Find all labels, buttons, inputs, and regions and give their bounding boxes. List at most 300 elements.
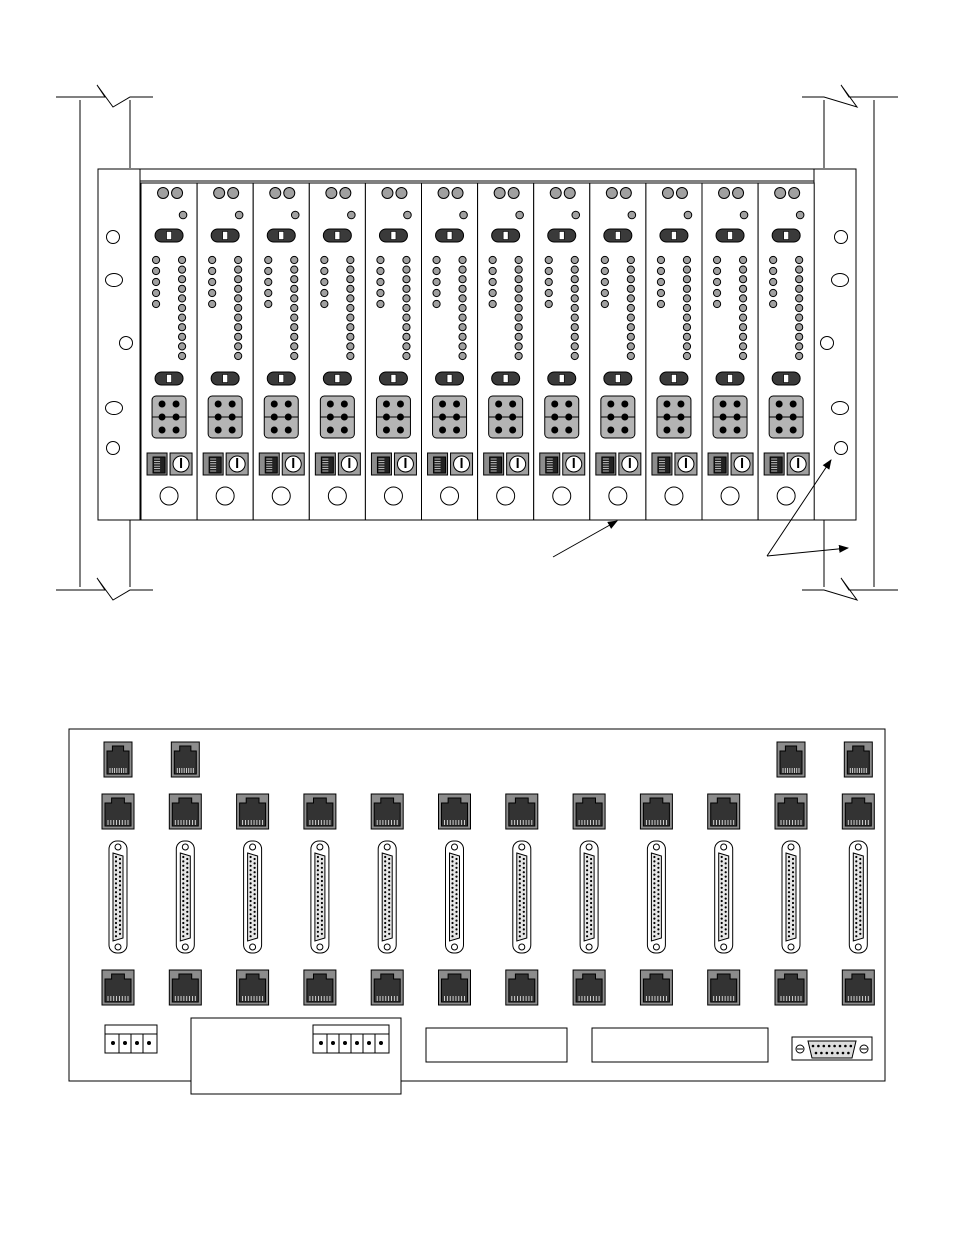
db15-pin [823,1045,826,1048]
block-pin [271,401,278,408]
db-pin [653,926,655,928]
db-pin [451,856,453,858]
level-led-left [433,267,440,274]
level-led-left [657,300,664,307]
block-pin [565,401,572,408]
db-pin [586,900,588,902]
db-pin [115,856,117,858]
db-face [382,853,392,941]
db-pin [586,856,588,858]
lower-rj-jack [237,970,269,1005]
db-pin [586,882,588,884]
level-led-left [152,300,159,307]
level-led-right [739,352,746,359]
level-led-left [713,267,720,274]
terminal-block-6pin [313,1025,389,1053]
block-pin [509,427,516,434]
level-led-left [601,256,608,263]
db-pin [523,858,525,860]
level-led-right [515,295,522,302]
lower-rj-jack [640,970,672,1005]
db-pin [653,904,655,906]
db-pin [792,884,794,886]
db-pin [115,874,117,876]
db-pin [519,878,521,880]
db-pin [725,889,727,891]
level-led-right [739,295,746,302]
top-led [284,188,295,199]
db-pin [384,913,386,915]
db-pin [859,867,861,869]
db-pin [250,869,252,871]
top-led [438,188,449,199]
switch-lever [559,375,564,383]
db-pin [590,911,592,913]
db-pin [725,876,727,878]
db-pin [519,882,521,884]
level-led-right [796,304,803,311]
top-led [564,188,575,199]
level-led-right [683,276,690,283]
db-pin [725,867,727,869]
db-pin [590,893,592,895]
db-pin [388,876,390,878]
db-pin [254,893,256,895]
db-screw [653,944,659,950]
db-pin [788,874,790,876]
block-pin [720,401,727,408]
upper-rj-jack [842,794,874,829]
block-pin [790,427,797,434]
block-pin [439,427,446,434]
card-4 [309,183,365,520]
db-face [517,853,527,941]
db-pin [451,904,453,906]
db-pin [590,867,592,869]
lower-rj-jack [371,970,403,1005]
top-led [214,188,225,199]
level-led-left [265,289,272,296]
status-led [404,211,412,219]
db-pin [317,904,319,906]
db-pin [653,882,655,884]
db-connector [715,841,733,953]
db-pin [721,926,723,928]
level-led-left [770,278,777,285]
db-pin [388,889,390,891]
level-led-left [545,289,552,296]
block-pin [383,427,390,434]
db-pin [855,882,857,884]
db15-pin [850,1045,853,1048]
db-pin [523,889,525,891]
db-pin [859,884,861,886]
level-led-left [377,256,384,263]
block-pin [453,401,460,408]
db-pin [657,906,659,908]
db-pin [384,865,386,867]
block-pin [285,401,292,408]
db-pin [788,856,790,858]
db-pin [855,860,857,862]
switch-lever [728,375,733,383]
db-pin [451,865,453,867]
card-3 [253,183,309,520]
level-led-right [515,352,522,359]
switch-lever [447,232,452,240]
db-pin [186,880,188,882]
db-connector [109,841,127,953]
db-pin [186,871,188,873]
status-led [516,211,524,219]
level-led-right [739,324,746,331]
level-led-right [235,314,242,321]
level-led-left [152,267,159,274]
db-pin [788,900,790,902]
top-led [172,188,183,199]
status-led [235,211,243,219]
db-pin [590,858,592,860]
level-led-right [291,352,298,359]
switch-lever [559,232,564,240]
block-pin [397,427,404,434]
switch-lever [223,375,228,383]
db-pin [254,889,256,891]
level-led-right [627,285,634,292]
level-led-left [489,267,496,274]
db-pin [182,882,184,884]
db-pin [388,928,390,930]
db-pin [519,874,521,876]
level-led-right [683,343,690,350]
upper-rj-jack [640,794,672,829]
level-led-right [515,285,522,292]
db-pin [721,931,723,933]
level-led-right [796,333,803,340]
level-led-left [377,267,384,274]
block-pin [495,401,502,408]
level-led-right [571,256,578,263]
db-pin [182,931,184,933]
db-pin [653,918,655,920]
top-led [662,188,673,199]
block-pin [720,427,727,434]
db-pin [519,865,521,867]
level-led-left [657,267,664,274]
level-led-left [657,289,664,296]
level-led-right [627,256,634,263]
db-pin [321,911,323,913]
db-pin [182,913,184,915]
db-pin [657,911,659,913]
db-pin [859,893,861,895]
db-pin [119,876,121,878]
db15-pin [812,1045,815,1048]
upper-rj-jack [102,794,134,829]
level-led-right [571,343,578,350]
upper-rj-jack [573,794,605,829]
db-face [315,853,325,941]
level-led-left [545,267,552,274]
level-led-right [178,324,185,331]
terminal-pin [343,1041,347,1045]
ear-plate [98,169,140,520]
db-pin [455,933,457,935]
db-pin [788,869,790,871]
db-pin [115,931,117,933]
db-pin [653,900,655,902]
db-pin [250,860,252,862]
block-pin [215,401,222,408]
db-pin [388,898,390,900]
switch-lever [223,232,228,240]
level-led-right [291,343,298,350]
db-pin [792,911,794,913]
db-pin [119,911,121,913]
db-pin [725,858,727,860]
db-pin [388,911,390,913]
switch-lever [167,232,172,240]
db-pin [317,878,319,880]
db-pin [388,880,390,882]
level-led-right [571,276,578,283]
mounting-ear-right [814,169,856,520]
db-pin [859,928,861,930]
db-pin [182,856,184,858]
db-pin [186,867,188,869]
top-led [789,188,800,199]
switch-lever [447,375,452,383]
db-screw [317,844,323,850]
db-pin [384,900,386,902]
top-led [270,188,281,199]
db-pin [788,918,790,920]
db-pin [321,876,323,878]
db-pin [653,935,655,937]
db-pin [115,865,117,867]
level-led-right [178,333,185,340]
level-led-left [152,289,159,296]
db-pin [388,893,390,895]
db-pin [657,862,659,864]
level-led-right [515,324,522,331]
db-pin [792,902,794,904]
level-led-right [291,285,298,292]
db-pin [855,913,857,915]
level-led-left [713,289,720,296]
db-pin [523,871,525,873]
level-led-left [489,289,496,296]
db-pin [455,862,457,864]
status-led [684,211,692,219]
db-connector [378,841,396,953]
level-led-right [459,256,466,263]
level-led-right [178,295,185,302]
db-pin [586,878,588,880]
db-pin [317,900,319,902]
level-led-right [571,324,578,331]
level-led-left [265,267,272,274]
block-pin [677,401,684,408]
db-pin [119,862,121,864]
db-pin [384,926,386,928]
db-screw [384,844,390,850]
lower-rj-jack [775,970,807,1005]
db-pin [523,902,525,904]
card-7 [478,183,534,520]
level-led-right [403,266,410,273]
rail-break-bottom [802,578,898,600]
db-pin [321,880,323,882]
level-led-right [459,343,466,350]
upper-rj-jack [708,794,740,829]
db-pin [186,862,188,864]
db-pin [451,931,453,933]
db-screw [721,944,727,950]
db-pin [657,884,659,886]
db-pin [115,891,117,893]
rail-break-top [56,85,153,107]
level-led-left [209,256,216,263]
db-pin [451,913,453,915]
db-pin [725,893,727,895]
db-pin [653,896,655,898]
db-pin [586,891,588,893]
db-pin [586,926,588,928]
db-pin [792,867,794,869]
db-pin [119,867,121,869]
db-pin [590,876,592,878]
db15-pin [839,1045,842,1048]
db-pin [725,880,727,882]
db-pin [119,906,121,908]
db-pin [455,915,457,917]
top-led [676,188,687,199]
block-pin [439,401,446,408]
level-led-right [796,276,803,283]
db-connector [647,841,665,953]
db-pin [590,924,592,926]
level-led-left [601,278,608,285]
db-face [853,853,863,941]
db15-pin [831,1052,834,1055]
level-led-right [683,285,690,292]
db-screw [250,844,256,850]
db-pin [523,876,525,878]
block-pin [229,401,236,408]
level-led-right [683,324,690,331]
db15-pin [842,1052,845,1055]
level-led-right [403,285,410,292]
mounting-hole [120,337,133,350]
db-pin [590,880,592,882]
db15-pin [844,1045,847,1048]
level-led-right [178,352,185,359]
db-pin [455,906,457,908]
db-pin [317,882,319,884]
lower-rj-jack [439,970,471,1005]
level-led-left [657,256,664,263]
db-pin [254,915,256,917]
db-pin [254,858,256,860]
top-rj-jack-11 [777,742,805,777]
level-led-right [459,314,466,321]
db-pin [519,896,521,898]
level-led-right [739,314,746,321]
level-led-right [627,324,634,331]
db-pin [250,931,252,933]
db-pin [657,928,659,930]
db-pin [725,902,727,904]
db-pin [388,906,390,908]
level-led-right [178,314,185,321]
db-pin [186,915,188,917]
db-pin [250,865,252,867]
db-pin [792,920,794,922]
db-pin [186,920,188,922]
db-pin [653,856,655,858]
card-extractor-hole [497,487,515,505]
terminal-pin [331,1041,335,1045]
block-pin [663,401,670,408]
level-led-right [739,266,746,273]
level-led-left [377,289,384,296]
db15-pin [847,1052,850,1055]
card-extractor-hole [441,487,459,505]
level-led-right [683,266,690,273]
level-led-right [291,266,298,273]
db-pin [653,909,655,911]
top-led [382,188,393,199]
db-pin [721,918,723,920]
db-pin [721,878,723,880]
level-led-right [796,285,803,292]
db-pin [590,933,592,935]
lower-rj-jack [304,970,336,1005]
switch-lever [279,375,284,383]
level-led-right [347,304,354,311]
db-pin [657,915,659,917]
lower-rj-jack [102,970,134,1005]
level-led-left [321,289,328,296]
level-led-right [235,333,242,340]
level-led-right [515,333,522,340]
level-led-right [403,295,410,302]
db-pin [186,893,188,895]
db-pin [586,887,588,889]
db-pin [384,860,386,862]
mounting-ear-left [98,169,140,520]
card-11 [702,183,758,520]
level-led-left [545,256,552,263]
db-pin [455,920,457,922]
db-pin [586,865,588,867]
rail-break-top [802,85,898,107]
db-pin [119,924,121,926]
block-pin [734,427,741,434]
db-screw [653,844,659,850]
db-pin [855,887,857,889]
mounting-hole [107,442,120,455]
db-pin [859,924,861,926]
card-6 [422,183,478,520]
db-pin [855,918,857,920]
db-pin [186,911,188,913]
level-led-right [627,333,634,340]
block-pin [551,427,558,434]
rail-callout-arrow [767,548,848,556]
db-pin [455,902,457,904]
